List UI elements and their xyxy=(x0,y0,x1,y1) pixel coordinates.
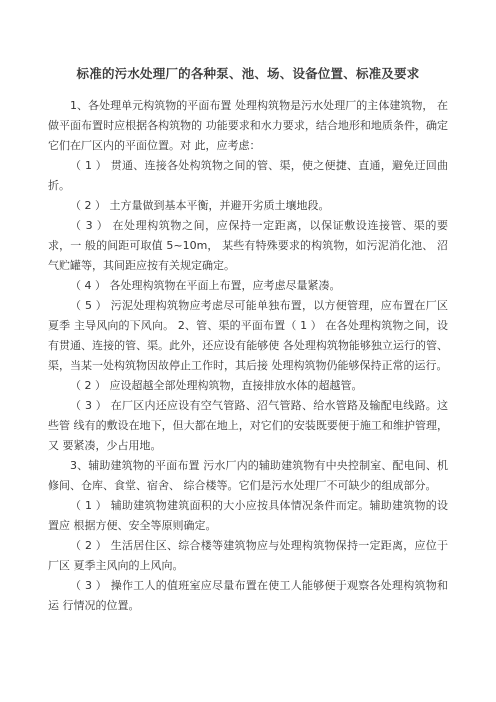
paragraph-7: （ 2 ） 应设超越全部处理构筑物，直接排放水体的超越管。 xyxy=(70,379,363,392)
document-body xyxy=(48,96,448,616)
document-title: 标准的污水处理厂的各种泵、池、场、设备位置、标准及要求 xyxy=(76,66,420,81)
paragraph-6: （ 5 ） 污泥处理构筑物应考虑尽可能单独布置，以方便管理，应布置在厂区夏季 主导风向的下风向。 2、管、渠的平面布置（ 1 ） 在各处理构筑物之间，设有贯通、连接的管、渠。此外，还应设有能够使 各处理构筑物能够独立运行的管、渠，当某一处构筑物因故停止工作时，其后接 处理构筑物仍能够保持正常的运行。 xyxy=(48,299,448,372)
paragraph-5: （ 4 ） 各处理构筑物在平面上布置，应考虑尽量紧凑。 xyxy=(70,279,341,292)
paragraph-12: （ 3 ） 操作工人的值班室应尽量布置在使工人能够便于观察各处理构筑物和运 行情况的位置。 xyxy=(48,579,448,612)
paragraph-11: （ 2 ） 生活居住区、综合楼等建筑物应与处理构筑物保持一定距离，应位于厂区 夏季主风向的上风向。 xyxy=(48,539,448,572)
paragraph-2: （ 1 ） 贯通、连接各处构筑物之间的管、渠，使之便捷、直通，避免迂回曲折。 xyxy=(48,159,448,192)
paragraph-10: （ 1 ） 辅助建筑物建筑面积的大小应按具体情况条件而定。辅助建筑物的设置应 根据方便、安全等原则确定。 xyxy=(48,499,448,532)
paragraph-4: （ 3 ） 在处理构筑物之间，应保持一定距离，以保证敷设连接管、渠的要求，一 般的间距可取值 5~10m， 某些有特殊要求的构筑物，如污泥消化池、 沼气贮罐等，其间距应按有关规定确定。 xyxy=(48,219,448,272)
paragraph-1: 1、各处理单元构筑物的平面布置 处理构筑物是污水处理厂的主体建筑物， 在做平面布置时应根据各构筑物的 功能要求和水力要求，结合地形和地质条件，确定它们在厂区内的平面位置。对 此，应考虑： xyxy=(48,99,448,152)
paragraph-3: （ 2 ） 土方量做到基本平衡，并避开劣质土壤地段。 xyxy=(70,199,330,212)
paragraph-8: （ 3 ） 在厂区内还应设有空气管路、沼气管路、给水管路及输配电线路。这些管 线有的敷设在地下，但大都在地上，对它们的安装既要便于施工和维护管理，又 要紧凑，少占用地。 xyxy=(48,399,448,452)
paragraph-9: 3、辅助建筑物的平面布置 污水厂内的辅助建筑物有中央控制室、配电间、机修间、仓库、食堂、宿舍、 综合楼等。它们是污水处理厂不可缺少的组成部分。 xyxy=(48,459,448,492)
